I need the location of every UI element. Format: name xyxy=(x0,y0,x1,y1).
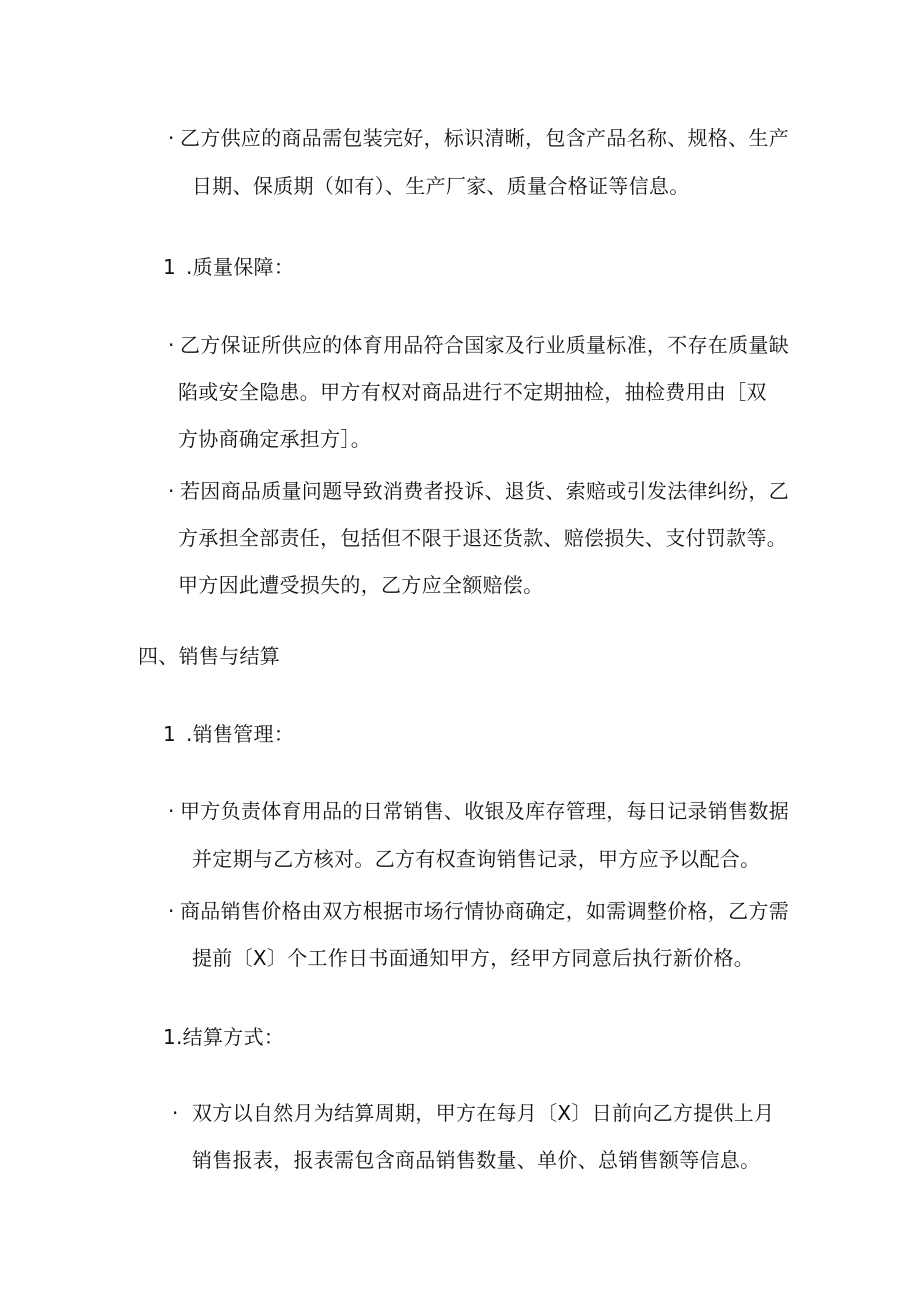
bullet-marker: · xyxy=(168,479,175,503)
bullet-marker: · xyxy=(172,1101,179,1125)
section-heading: 1.结算方式： xyxy=(163,1025,285,1049)
paragraph-line: 甲方因此遭受损失的，乙方应全额赔偿。 xyxy=(178,573,544,597)
paragraph-line: 若因商品质量问题导致消费者投诉、退货、索赔或引发法律纠纷，乙 xyxy=(180,479,789,503)
paragraph-line: 乙方供应的商品需包装完好，标识清晰，包含产品名称、规格、生产 xyxy=(180,126,789,150)
paragraph-line: 并定期与乙方核对。乙方有权查询销售记录，甲方应予以配合。 xyxy=(192,847,761,871)
paragraph-line: 乙方保证所供应的体育用品符合国家及行业质量标准，不存在质量缺 xyxy=(180,333,789,357)
paragraph-line: 方承担全部责任，包括但不限于退还货款、赔偿损失、支付罚款等。 xyxy=(178,526,787,550)
paragraph-line: 日期、保质期（如有）、生产厂家、质量合格证等信息。 xyxy=(192,174,690,198)
paragraph-line: 方协商确定承担方］。 xyxy=(178,427,371,451)
bullet-marker: · xyxy=(168,899,175,923)
paragraph-line: 销售报表，报表需包含商品销售数量、单价、总销售额等信息。 xyxy=(192,1148,761,1172)
section-number: 1 xyxy=(163,255,177,279)
section-number: 1 xyxy=(163,722,177,746)
bullet-marker: · xyxy=(168,126,175,150)
paragraph-line: 双方以自然月为结算周期，甲方在每月〔X〕日前向乙方提供上月 xyxy=(192,1101,775,1125)
bullet-marker: · xyxy=(168,799,175,823)
paragraph-line: 商品销售价格由双方根据市场行情协商确定，如需调整价格，乙方需 xyxy=(180,899,789,923)
section-heading: .质量保障： xyxy=(186,255,295,279)
paragraph-line: 甲方负责体育用品的日常销售、收银及库存管理，每日记录销售数据 xyxy=(180,799,789,823)
chapter-title: 四、销售与结算 xyxy=(138,644,281,668)
paragraph-line: 提前〔X〕个工作日书面通知甲方，经甲方同意后执行新价格。 xyxy=(192,946,755,970)
bullet-marker: · xyxy=(168,333,175,357)
section-heading: .销售管理： xyxy=(186,722,295,746)
paragraph-line: 陷或安全隐患。甲方有权对商品进行不定期抽检，抽检费用由［双 xyxy=(178,380,767,404)
